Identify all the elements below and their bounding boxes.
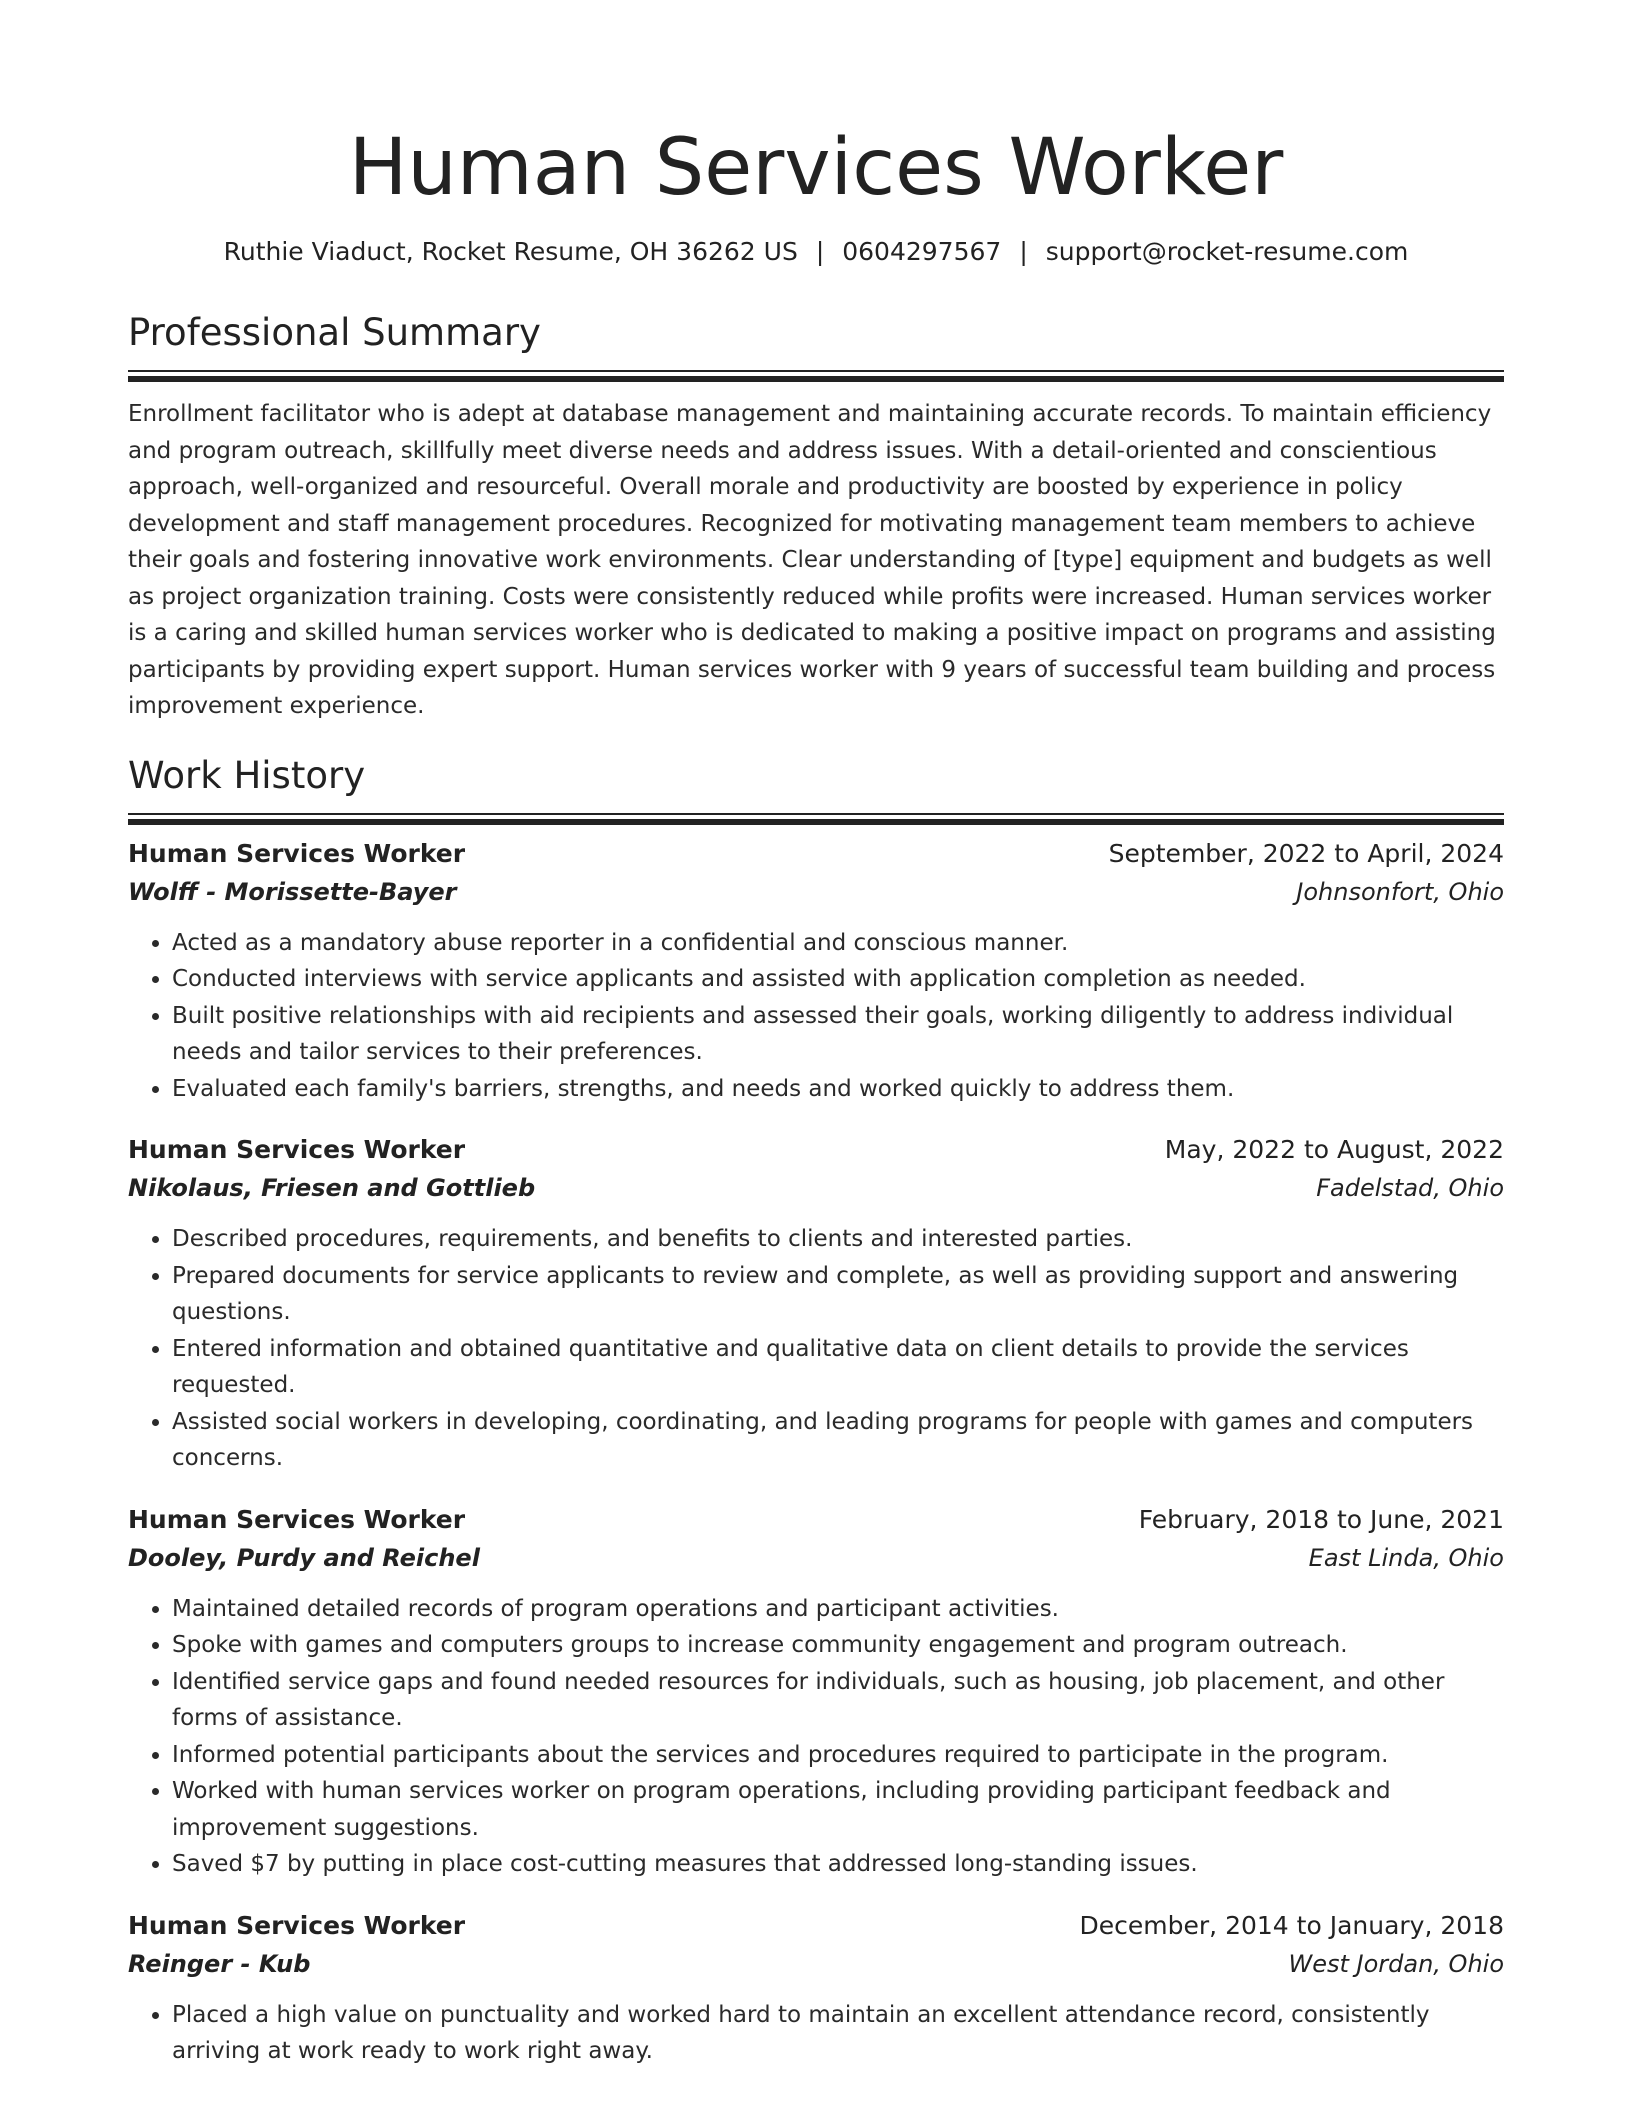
- job-dates: September, 2022 to April, 2024: [1108, 838, 1504, 868]
- job-header-row: [128, 1501, 1504, 1539]
- professional-summary-section: [128, 308, 1504, 725]
- job-company-row: [128, 1169, 1504, 1207]
- job-company: Nikolaus, Friesen and Gottlieb: [128, 1174, 536, 1202]
- job-bullet: • Saved $7 by putting in place cost-cutting measures that addressed long-standing issues.: [172, 1846, 1504, 1883]
- section-divider: [128, 813, 1504, 825]
- job-bullet: • Described procedures, requirements, and benefits to clients and interested parties.: [172, 1221, 1504, 1258]
- job-bullet-list: [128, 1591, 1504, 1883]
- job-company-row: [128, 1539, 1504, 1577]
- job-bullet: • Entered information and obtained quantitative and qualitative data on client details to provide the services requested.: [172, 1331, 1504, 1404]
- job-bullet: • Prepared documents for service applicants to review and complete, as well as providing support and answering questions.: [172, 1258, 1504, 1331]
- job-bullet: • Informed potential participants about the services and procedures required to participate in the program.: [172, 1737, 1504, 1774]
- job-bullet: • Conducted interviews with service applicants and assisted with application completion as needed.: [172, 961, 1504, 998]
- resume-title: Human Services Worker: [348, 123, 1284, 213]
- job-title: Human Services Worker: [128, 1504, 466, 1534]
- contact-line: [128, 234, 1504, 270]
- summary-paragraph: Enrollment facilitator who is adept at database management and maintaining accurate records. To maintain efficiency and program outreach, skillfully meet diverse needs and address issues. With a detail-oriented and conscientious approach, well-organized and resourceful. Overall morale and productivity are boosted by experience in policy development and staff management procedures. Recognized for motivating management team members to achieve their goals and fostering innovative work environments. Clear understanding of [type] equipment and budgets as well as project organization training. Costs were consistently reduced while profits were increased. Human services worker is a caring and skilled human services worker who is dedicated to making a positive impact on programs and assisting participants by providing expert support. Human services worker with 9 years of successful team building and process improvement experience.: [128, 401, 1496, 719]
- work-history-section: [128, 751, 1504, 2070]
- contact-separator: |: [815, 237, 825, 266]
- job-bullet: • Acted as a mandatory abuse reporter in a confidential and conscious manner.: [172, 925, 1504, 962]
- job-dates: May, 2022 to August, 2022: [1164, 1135, 1504, 1164]
- job-bullet: • Placed a high value on punctuality and worked hard to maintain an excellent attendance record, consistently arriving at work ready to work right away.: [172, 1997, 1504, 2070]
- resume-page: [128, 0, 1504, 2070]
- job-location: Johnsonfort, Ohio: [1296, 877, 1504, 906]
- job-bullet: • Worked with human services worker on program operations, including providing participant feedback and improvement suggestions.: [172, 1773, 1504, 1846]
- contact-address: Ruthie Viaduct, Rocket Resume, OH 36262 US: [223, 237, 798, 266]
- job-header-row: [128, 1907, 1504, 1945]
- job-location: East Linda, Ohio: [1308, 1543, 1504, 1572]
- job-header-row: [128, 835, 1504, 873]
- section-heading-summary: Professional Summary: [128, 311, 541, 354]
- job-company-row: [128, 873, 1504, 911]
- job-bullet: • Built positive relationships with aid recipients and assessed their goals, working diligently to address individual needs and tailor services to their preferences.: [172, 998, 1504, 1071]
- job-company: Wolff - Morissette-Bayer: [128, 877, 457, 906]
- job-bullet: • Identified service gaps and found needed resources for individuals, such as housing, job placement, and other forms of assistance.: [172, 1664, 1504, 1737]
- job-bullet: • Maintained detailed records of program operations and participant activities.: [172, 1591, 1504, 1628]
- section-divider: [128, 370, 1504, 382]
- job-bullet-list: [128, 925, 1504, 1108]
- job-bullet: • Spoke with games and computers groups to increase community engagement and program outreach.: [172, 1627, 1504, 1664]
- job-company-row: [128, 1945, 1504, 1983]
- job-entry: [128, 1501, 1504, 1883]
- job-dates: December, 2014 to January, 2018: [1079, 1910, 1504, 1940]
- job-entry: [128, 1131, 1504, 1477]
- job-title: Human Services Worker: [128, 1910, 466, 1940]
- job-title: Human Services Worker: [128, 838, 466, 868]
- section-heading-work-history: Work History: [128, 753, 366, 797]
- contact-separator: |: [1019, 237, 1028, 266]
- job-bullet: • Evaluated each family's barriers, strengths, and needs and worked quickly to address them.: [172, 1071, 1504, 1108]
- job-entry: [128, 1907, 1504, 2070]
- job-bullet-list: [128, 1997, 1504, 2070]
- job-entry: [128, 835, 1504, 1108]
- job-bullet-list: [128, 1221, 1504, 1477]
- job-title: Human Services Worker: [128, 1135, 466, 1164]
- job-location: Fadelstad, Ohio: [1316, 1174, 1504, 1202]
- job-company: Reinger - Kub: [128, 1949, 311, 1978]
- contact-phone: 0604297567: [842, 237, 1002, 266]
- job-company: Dooley, Purdy and Reichel: [128, 1543, 480, 1572]
- job-bullet: • Assisted social workers in developing, coordinating, and leading programs for people with games and computers concerns.: [172, 1404, 1504, 1477]
- contact-email: support@rocket-resume.com: [1045, 237, 1409, 266]
- job-header-row: [128, 1131, 1504, 1169]
- job-dates: February, 2018 to June, 2021: [1138, 1504, 1504, 1534]
- job-location: West Jordan, Ohio: [1288, 1949, 1504, 1978]
